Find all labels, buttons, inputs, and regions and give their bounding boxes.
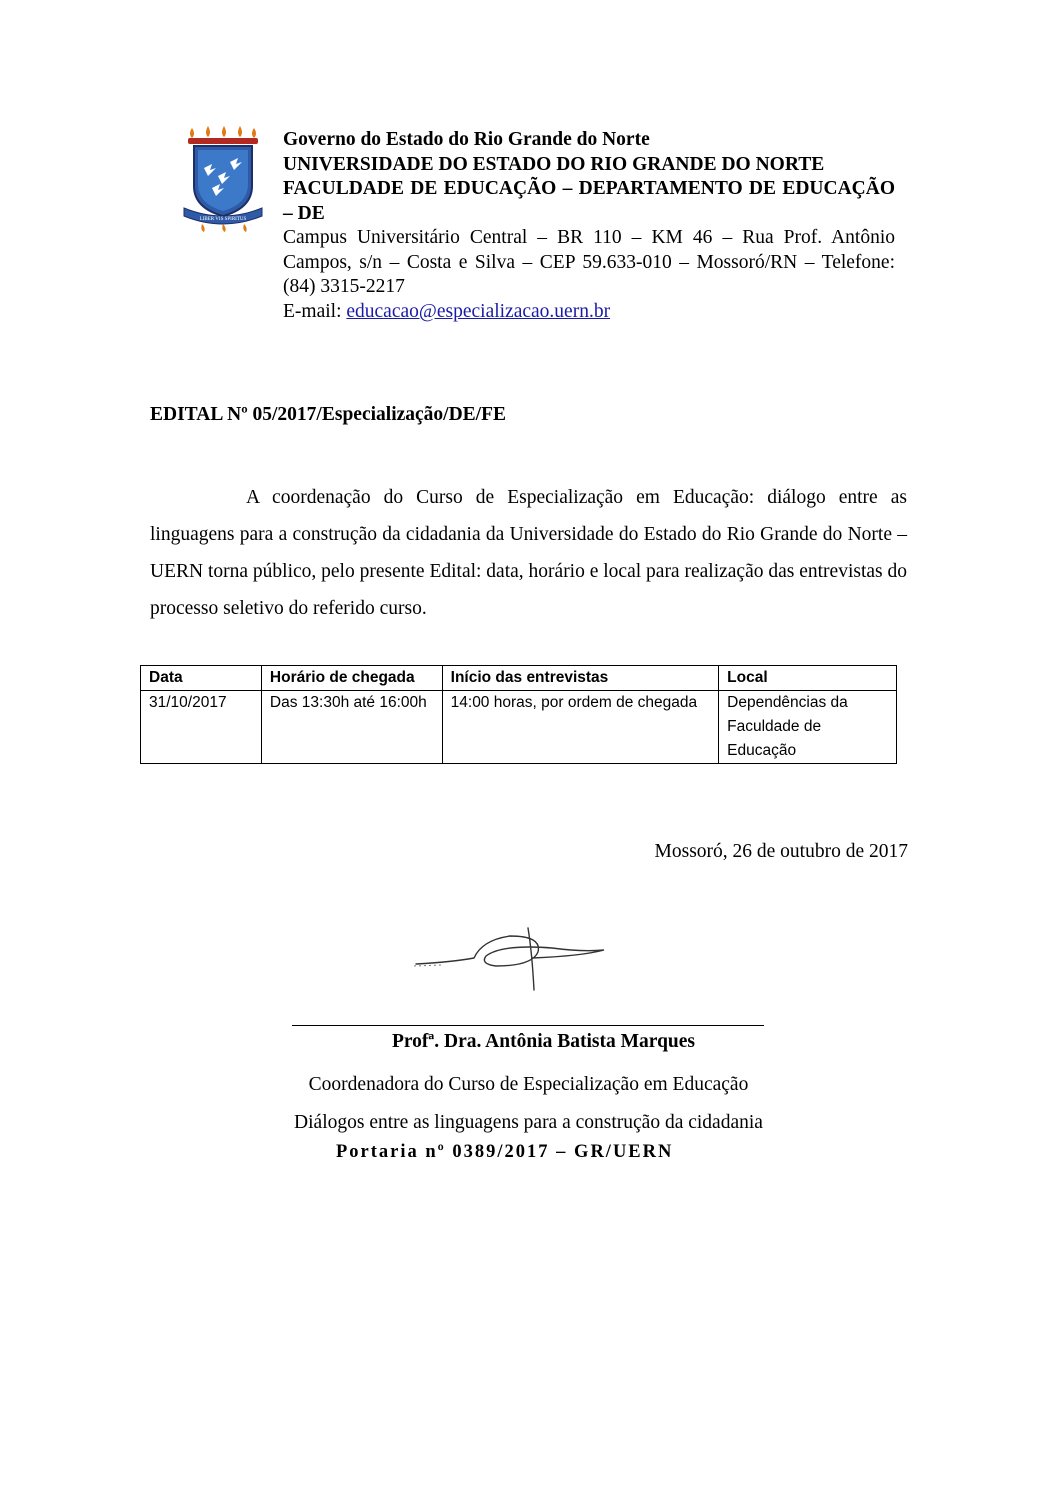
column-header-location: Local: [719, 666, 897, 691]
faculty-line: FACULDADE DE EDUCAÇÃO – DEPARTAMENTO DE EDUCAÇÃO – DE: [283, 178, 895, 224]
table-row: [141, 691, 897, 764]
edital-title: EDITAL Nº 05/2017/Especialização/DE/FE: [150, 404, 507, 425]
column-header-date: Data: [141, 666, 262, 691]
signatory-block: [150, 1030, 907, 1142]
date-place: Mossoró, 26 de outubro de 2017: [654, 841, 908, 862]
intro-text: A coordenação do Curso de Especialização em Educação: diálogo entre as linguagens para a construção da cidadania da Universidade do Estado do Rio Grande do Norte – UERN torna público, pelo presente Edital: data, horário e local para realização das entrevistas do processo seletivo do referido curso.: [150, 487, 907, 619]
email-label: E-mail:: [283, 300, 347, 322]
table-header-row: [141, 666, 897, 691]
signature-line: [292, 1025, 764, 1026]
email-line: [283, 300, 895, 325]
torch-icon: [188, 126, 258, 144]
uern-logo: [182, 124, 264, 234]
government-line: Governo do Estado do Rio Grande do Norte: [283, 129, 650, 150]
university-line: UNIVERSIDADE DO ESTADO DO RIO GRANDE DO NORTE: [283, 153, 825, 175]
letterhead: [283, 128, 895, 324]
cell-location: Dependências da Faculdade de Educação: [719, 691, 897, 764]
logo-motto: LIBER VIS SPIRITUS: [199, 217, 247, 222]
signatory-name: Profª. Dra. Antônia Batista Marques: [391, 1031, 696, 1052]
handwritten-signature: [412, 922, 612, 994]
column-header-arrival: Horário de chegada: [261, 666, 442, 691]
portaria-reference: Portaria nº 0389/2017 – GR/UERN: [336, 1142, 674, 1162]
cell-date: 31/10/2017: [141, 691, 262, 764]
email-link[interactable]: educacao@especializacao.uern.br: [346, 300, 611, 322]
signatory-course: Diálogos entre as linguagens para a construção da cidadania: [294, 1112, 763, 1133]
cell-arrival: Das 13:30h até 16:00h: [261, 691, 442, 764]
cell-start: 14:00 horas, por ordem de chegada: [442, 691, 719, 764]
schedule-table: [140, 665, 897, 764]
address-line: Campus Universitário Central – BR 110 – KM 46 – Rua Prof. Antônio Campos, s/n – Costa e Silva – CEP 59.633-010 – Mossoró/RN – Telefone: (84) 3315-2217: [283, 227, 895, 297]
signatory-role: Coordenadora do Curso de Especialização em Educação: [308, 1074, 749, 1095]
column-header-start: Início das entrevistas: [442, 666, 719, 691]
intro-paragraph: [150, 479, 907, 627]
